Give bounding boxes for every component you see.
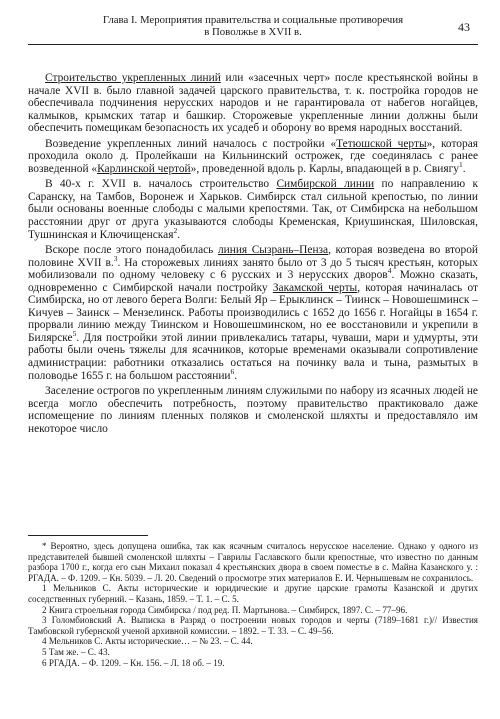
footnote: 4 Мельников С. Акты исторические… – № 23. – С. 44. <box>42 636 253 647</box>
running-header <box>28 14 478 38</box>
footnote-ref: 3 <box>113 253 118 263</box>
text-run: , которая начиналась от Симбирска, но от левого берега Волги: Белый Яр – Ерыклинск – Тиинск – Новошешминск – Кичуев – Заинск – Мензелинск. Работы производились с 1652 до 1656 г. Ногайцы в 1654 г. прорвали линию между Тиинском и Новошешминском, но ее восстановили и укрепили в Билярске <box>28 281 478 344</box>
footnotes <box>28 541 478 668</box>
text-run: . Можно сказать, одновременно с Симбирской начали постройку <box>28 269 478 294</box>
footnote: 3 Голомбиовский А. Выписка в Разряд о построении новых городов и черты (7189–1681 г.)// Известия Тамбовской губернской ученой архивной комиссии. – 1892. – Т. 33. – С. 49–56. <box>28 615 478 636</box>
underlined-term: линия Сызрань–Пенза <box>217 244 329 257</box>
footnote: 6 РГАДА. – Ф. 1209. – Кн. 156. – Л. 18 об. – 19. <box>42 657 225 668</box>
page-number: 43 <box>458 20 470 34</box>
underlined-term: Тетюшской черты <box>336 137 427 150</box>
text-run: . <box>177 228 181 241</box>
underlined-term: Закамской черты <box>272 281 358 294</box>
paragraph <box>28 72 478 135</box>
text-run: Заселение острогов по укрепленным линиям служилыми по набору из ясачных людей не всегда могло обеспечить потребность, поэтому правительство практиковало даже испомещение по линиям пленных поляков и смоленской шляхты и предоставляло им некоторое число <box>28 385 478 435</box>
footnote-ref: 2 <box>173 225 178 235</box>
underlined-term: Симбирской линии <box>276 178 375 191</box>
underlined-term: Карлинской чертой <box>97 162 191 175</box>
footnote-ref: 4 <box>387 266 392 276</box>
underlined-term: Строительство укрепленных линий <box>45 72 221 84</box>
text-run: , которая возведена во второй половине XVII в. <box>28 244 478 269</box>
paragraph <box>28 178 478 241</box>
text-run: . <box>234 369 238 382</box>
footnote-ref: 5 <box>72 329 77 339</box>
text-run: », которая проходила около д. Пролейкаши на Кильнинский острожек, где соединялась с ранее возведенной « <box>28 137 478 175</box>
text-run: . На сторожевых линиях занято было от 3 до 5 тысяч крестьян, которых мобилизовали по одному человеку с 6 русских и 3 нерусских дворов <box>28 256 478 282</box>
footnote: 1 Мельников С. Акты исторические и юридические и другие царские грамоты Казанской и других соседственных губерний. – Казань, 1859. – Т. 1. – С. 5. <box>28 583 478 604</box>
footnote: 5 Там же. – С. 43. <box>42 646 110 657</box>
text-run: Вскоре после этого понадобилась <box>45 244 218 257</box>
text-run: по направлению к Саранску, на Тамбов, Воронеж и Харьков. Симбирск стал сильной крепостью, по линии были основаны военные слободы с малыми крепостями. Так, от Симбирска на небольшом расстоянии друг от друга указываются слободы Кременская, Криушинская, Шиловская, Тушнинская и Ключищенская <box>28 178 478 241</box>
running-header-line-1: Глава I. Мероприятия правительства и социальные противоречия <box>102 14 404 26</box>
footnote-ref: 6 <box>230 366 235 376</box>
header-rule <box>28 44 478 45</box>
paragraph <box>28 385 478 435</box>
running-header-line-2: в Поволжье в XVII в. <box>204 26 302 38</box>
footnote-ref: 1 <box>459 160 463 170</box>
text-run: . <box>462 162 466 175</box>
text-run: Возведение укрепленных линий началось с постройки « <box>45 137 337 150</box>
paragraph <box>28 244 478 382</box>
text-run: . Для постройки этой линии привлекались татары, чуваши, мари и удмурты, эти работы были очень тяжелы для ясачников, которые временами оказывали сопротивление администрации: работники отказались остаться на починку вала и тына, размытых в половодье 1655 г. на большом расстоянии <box>28 331 478 382</box>
text-run: или «засечных черт» после крестьянской войны в начале XVII в. было главной задачей царского правительства, т. к. постройка городов не обеспечивала подчинения нерусских народов и не гарантировала от набегов ногайцев, калмыков, крымских татар и башкир. Сторожевые укрепленные линии должны были обеспечить помещикам безопасность их усадеб и оборону во время народных восстаний. <box>28 72 478 135</box>
footnote-separator <box>28 535 148 536</box>
text-run: В 40-х г. XVII в. началось строительство <box>45 178 277 191</box>
main-text <box>28 72 478 438</box>
footnote: * Вероятно, здесь допущена ошибка, так как ясачным считалось нерусское население. Однако у одного из представителей бывшей смоленской шляхты – Гаврилы Гаславского были крепостные, что известно по данным разбора 1700 г., когда его сын Михаил показал 4 крестьянских двора в своем поместье в с. Майна Казанского у. : РГАДА. – Ф. 1209. – Кн. 5039. – Л. 20. Сведений о просмотре этих материалов Е. И. Чернышевым не сохранилось. <box>28 541 478 583</box>
text-run: », проведенной вдоль р. Карлы, впадающей в р. Свиягу <box>190 162 459 175</box>
paragraph <box>28 138 478 176</box>
footnote: 2 Книга строельная города Симбирска / под ред. П. Мартынова. – Симбирск, 1897. С. – 77–96. <box>42 604 408 615</box>
